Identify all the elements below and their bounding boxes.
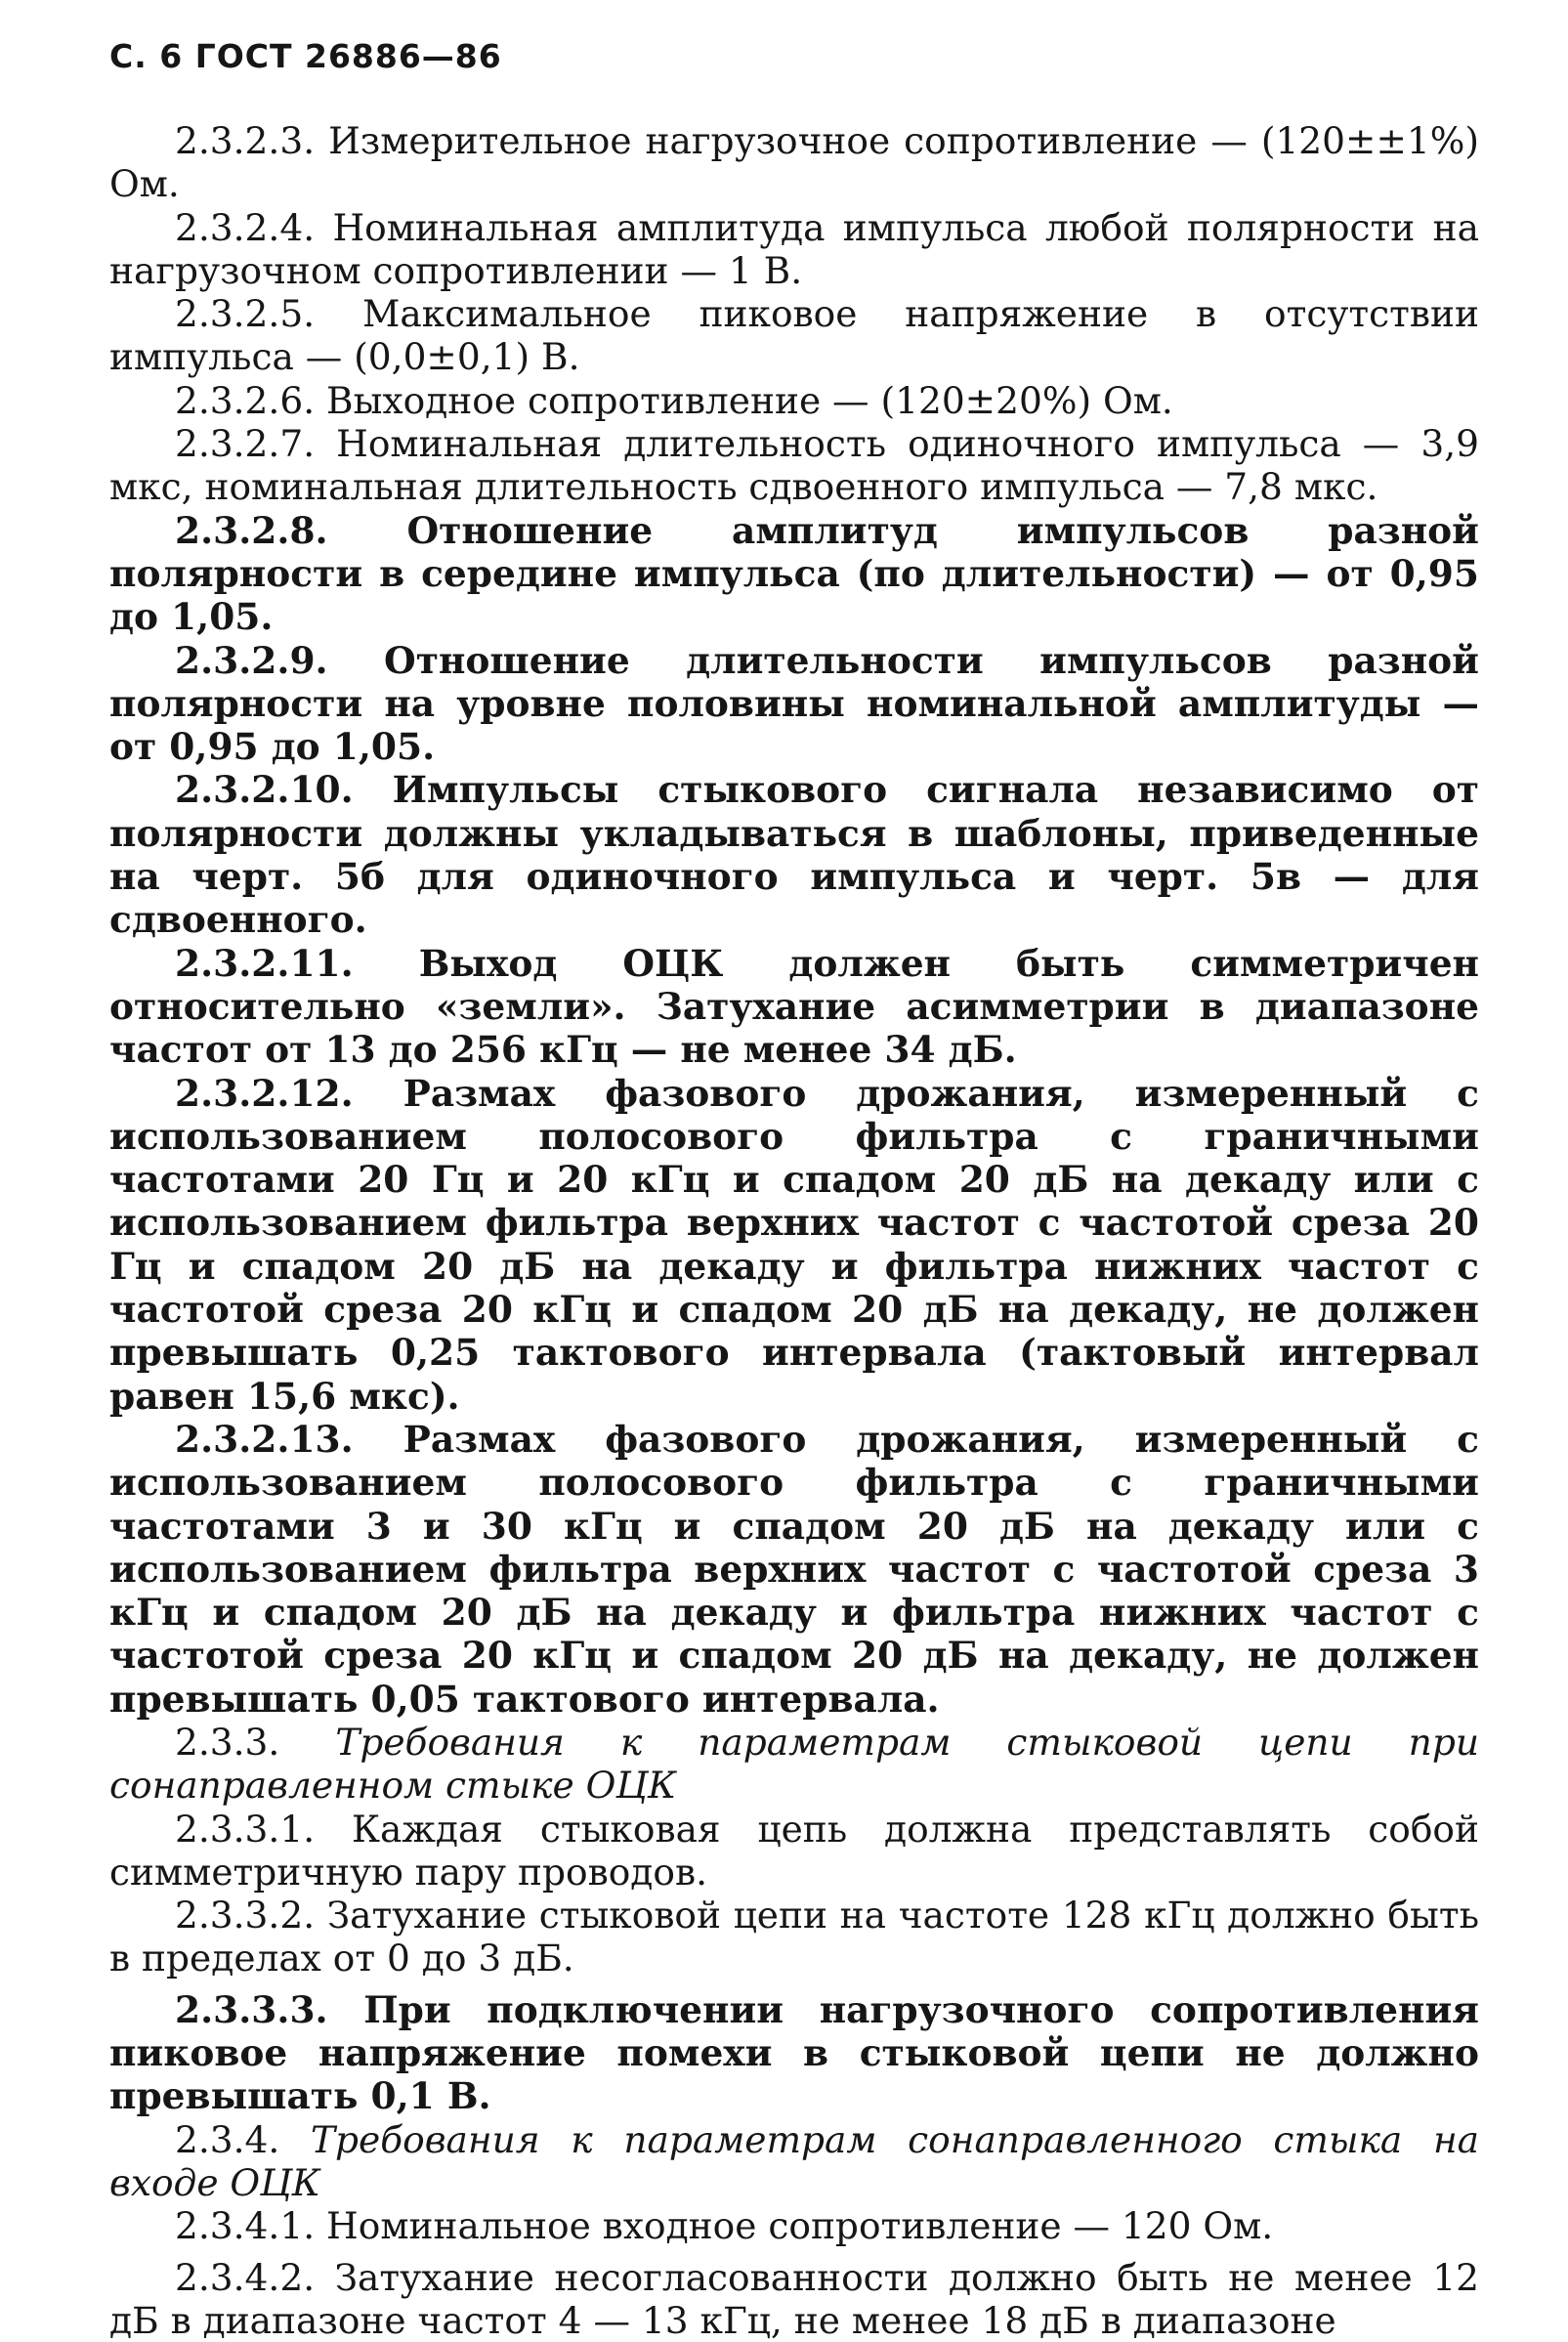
paragraph-2-3-2-10: 2.3.2.10. Импульсы стыкового сигнала независимо от полярности должны укладываться в шаблоны, приведенные на черт. 5б для одиночного импульса и черт. 5в — для сдвоенного. — [109, 768, 1479, 942]
paragraph-2-3-3-2: 2.3.3.2. Затухание стыковой цепи на частоте 128 кГц должно быть в пределах от 0 до 3 дБ. — [109, 1894, 1479, 1980]
section-number: 2.3.3. — [175, 1720, 280, 1764]
paragraph-2-3-3-1: 2.3.3.1. Каждая стыковая цепь должна представлять собой симметричную пару проводов. — [109, 1807, 1479, 1894]
paragraph-2-3-2-12: 2.3.2.12. Размах фазового дрожания, измеренный с использованием полосового фильтра с граничными частотами 20 Гц и 20 кГц и спадом 20 дБ на декаду или с использованием фильтра верхних частот с частотой среза 20 Гц и спадом 20 дБ на декаду и фильтра нижних частот с частотой среза 20 кГц и спадом 20 дБ на декаду, не должен превышать 0,25 тактового интервала (тактовый интервал равен 15,6 мкс). — [109, 1071, 1479, 1418]
paragraph-2-3-2-11: 2.3.2.11. Выход ОЦК должен быть симметричен относительно «земли». Затухание асимметрии в диапазоне частот от 13 до 256 кГц — не менее 34 дБ. — [109, 941, 1479, 1072]
section-heading-2-3-3 — [109, 1721, 1479, 1808]
paragraph-2-3-2-6: 2.3.2.6. Выходное сопротивление — (120±20%) Ом. — [175, 378, 1173, 422]
paragraph-2-3-2-13: 2.3.2.13. Размах фазового дрожания, измеренный с использованием полосового фильтра с граничными частотами 3 и 30 кГц и спадом 20 дБ на декаду или с использованием фильтра верхних частот с частотой среза 3 кГц и спадом 20 дБ на декаду и фильтра нижних частот с частотой среза 20 кГц и спадом 20 дБ на декаду, не должен превышать 0,05 тактового интервала. — [109, 1417, 1479, 1721]
paragraph-2-3-2-8: 2.3.2.8. Отношение амплитуд импульсов разной полярности в середине импульса (по длительности) — от 0,95 до 1,05. — [109, 508, 1479, 639]
section-title: Требования к параметрам сонаправленного стыка на входе ОЦК — [109, 2117, 1480, 2204]
paragraph-2-3-4-1: 2.3.4.1. Номинальное входное сопротивление — 120 Ом. — [175, 2204, 1274, 2248]
paragraph-2-3-2-5: 2.3.2.5. Максимальное пиковое напряжение в отсутствии импульса — (0,0±0,1) В. — [109, 292, 1479, 379]
paragraph-2-3-2-4: 2.3.2.4. Номинальная амплитуда импульса любой полярности на нагрузочном сопротивлении — 1 В. — [109, 205, 1479, 292]
section-number: 2.3.4. — [175, 2117, 280, 2161]
section-heading-2-3-4 — [109, 2118, 1479, 2205]
paragraph-2-3-2-3: 2.3.2.3. Измерительное нагрузочное сопротивление — (120±±1%) Ом. — [109, 119, 1479, 206]
paragraph-2-3-2-9: 2.3.2.9. Отношение длительности импульсов разной полярности на уровне половины номинальной амплитуды — от 0,95 до 1,05. — [109, 638, 1479, 769]
paragraph-2-3-4-2: 2.3.4.2. Затухание несогласованности должно быть не менее 12 дБ в диапазоне частот 4 — 13 кГц, не менее 18 дБ в диапазоне — [109, 2255, 1479, 2342]
document-body — [109, 119, 1479, 2342]
page-header: С. 6 ГОСТ 26886—86 — [109, 37, 502, 75]
section-title: Требования к параметрам стыковой цепи при сонаправленном стыке ОЦК — [109, 1720, 1479, 1808]
paragraph-2-3-2-7: 2.3.2.7. Номинальная длительность одиночного импульса — 3,9 мкс, номинальная длительность сдвоенного импульса — 7,8 мкс. — [109, 422, 1479, 509]
paragraph-2-3-3-3: 2.3.3.3. При подключении нагрузочного сопротивления пиковое напряжение помехи в стыковой цепи не должно превышать 0,1 В. — [109, 1987, 1479, 2118]
